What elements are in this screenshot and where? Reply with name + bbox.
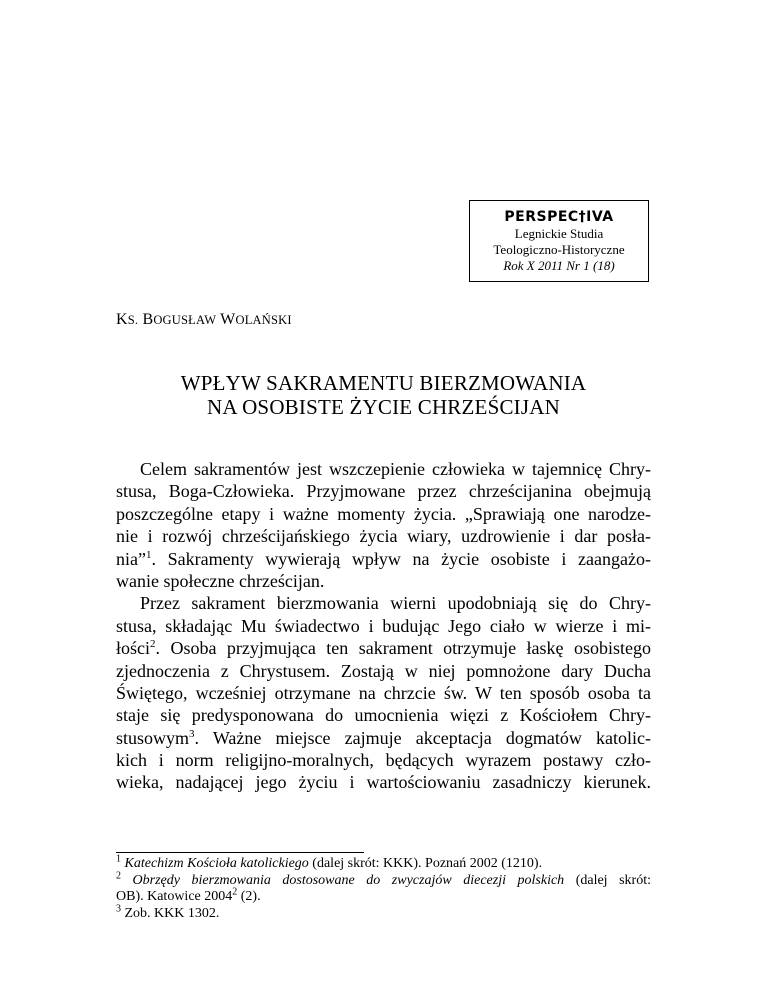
author-last-cap: W: [220, 311, 236, 328]
body-text-run: stusowym: [116, 727, 190, 748]
body-line: kich i norm religijno-moralnych, będących wyrazem postawy czło-: [116, 750, 651, 771]
body-text-run: . Osoba przyjmująca ten sakrament otrzymuje łaskę osobistego: [155, 638, 651, 659]
footnote-ref-3[interactable]: 3: [189, 727, 195, 740]
author-first-cap: B: [142, 311, 154, 328]
footnote-ref-2[interactable]: 2: [150, 638, 156, 651]
footnote-2: [116, 869, 652, 890]
author-first-rest: OGUSŁAW: [153, 313, 217, 327]
author-prefix-rest: S.: [127, 313, 139, 327]
footnote-number: 2: [116, 869, 121, 881]
footnote-text: (2).: [237, 889, 261, 904]
footnote-text: (dalej skrót: KKK). Poznań 2002 (1210).: [308, 856, 543, 871]
author-last-rest: OLAŃSKI: [235, 313, 292, 327]
body-line: staje się predysponowana do umocnienia więzi z Kościołem Chry-: [116, 705, 651, 726]
author-prefix-cap: K: [116, 311, 128, 328]
body-text-run: . Ważne miejsce zajmuje akceptacja dogmatów katolic-: [194, 727, 651, 748]
body-text-run: łości: [116, 638, 150, 659]
body-line: poszczególne etapy i ważne momenty życia. „Sprawiają one narodze-: [116, 503, 651, 524]
footnote-3: [116, 902, 651, 923]
body-text-run: nia”: [116, 548, 146, 569]
article-title-line1: WPŁYW SAKRAMENTU BIERZMOWANIA: [180, 371, 587, 395]
body-line: stusa, składając Mu świadectwo i budując Jego ciało w wierze i mi-: [116, 615, 651, 636]
footnote-1: [116, 853, 651, 873]
journal-name: PERSPEC†IVA: [504, 209, 614, 225]
footnote-text: OB). Katowice 2004: [116, 889, 233, 904]
article-title: [116, 371, 651, 419]
body-line: [116, 548, 651, 570]
body-line: wieka, nadającej jego życiu i wartościowaniu zasadniczy kierunek.: [116, 772, 651, 793]
footnote-text: (dalej skrót:: [564, 872, 652, 888]
footnote-number: 1: [116, 853, 121, 865]
body-line: Przez sakrament bierzmowania wierni upodobniają się do Chry-: [140, 593, 651, 614]
article-title-line2: NA OSOBISTE ŻYCIE CHRZEŚCIJAN: [207, 395, 560, 419]
edition-superscript: 2: [232, 886, 238, 898]
body-line: wanie społeczne chrześcijan.: [116, 570, 325, 591]
footnote-italic-title: Katechizm Kościoła katolickiego: [124, 856, 309, 871]
body-line: Celem sakramentów jest wszczepienie człowieka w tajemnicę Chry-: [140, 459, 651, 479]
footnote-text: Zob. KKK 1302.: [121, 905, 220, 921]
article-body: [116, 458, 651, 794]
footnote-2-continued: [116, 886, 651, 906]
body-line: nie i rozwój chrześcijańskiego życia wiary, uzdrowienie i dar posła-: [116, 526, 651, 547]
body-line: [116, 637, 651, 659]
body-line: [116, 727, 651, 749]
footnote-number: 3: [116, 902, 121, 914]
body-text-run: . Sakramenty wywierają wpływ na życie osobiste i zaangażo-: [151, 548, 651, 569]
journal-subtitle-line2: Teologiczno-Historyczne: [493, 242, 625, 257]
footnotes: [116, 853, 652, 922]
journal-subtitle-line1: Legnickie Studia: [514, 226, 604, 241]
journal-issue: Rok X 2011 Nr 1 (18): [503, 258, 615, 273]
body-line: Świętego, wcześniej otrzymane na chrzcie św. W ten sposób osoba ta: [116, 682, 651, 703]
footnote-separator: [116, 852, 364, 853]
footnote-ref-1[interactable]: 1: [145, 548, 152, 561]
author-name: [116, 311, 292, 329]
body-line: zjednoczenia z Chrystusem. Zostają w niej pomnożone dary Ducha: [116, 660, 651, 681]
journal-header-box: [469, 200, 649, 282]
footnote-italic-title: Obrzędy bierzmowania dostosowane do zwyczajów diecezji polskich: [132, 872, 565, 888]
body-line: stusa, Boga-Człowieka. Przyjmowane przez chrześcijanina obejmują: [116, 481, 651, 502]
